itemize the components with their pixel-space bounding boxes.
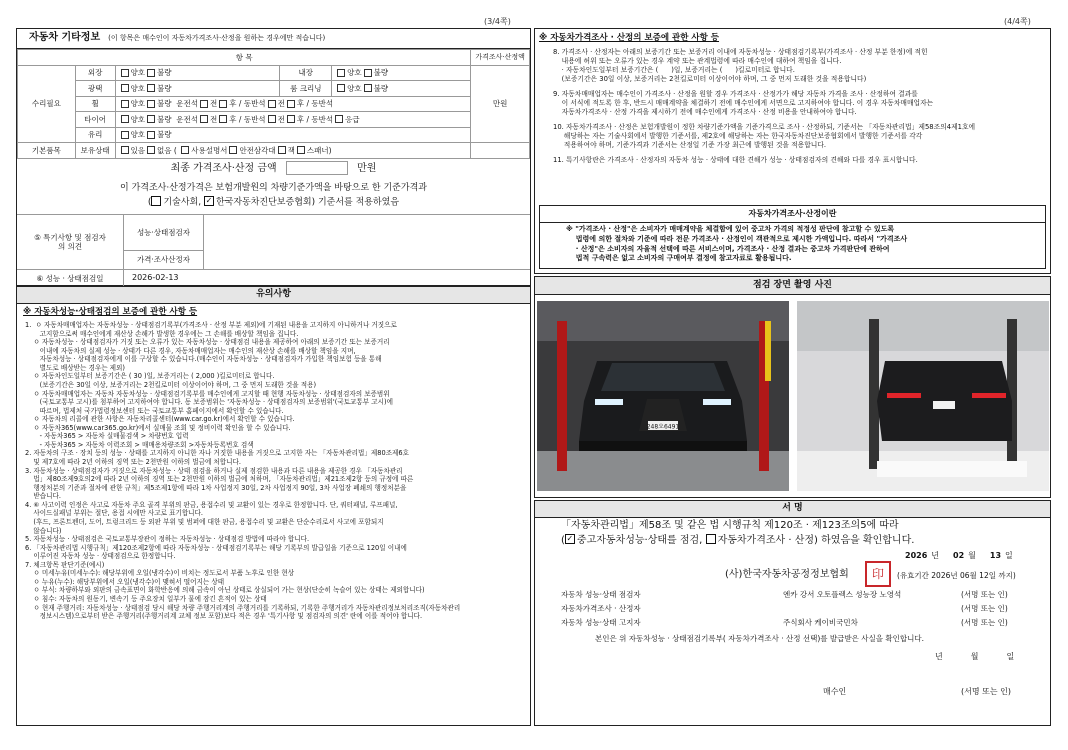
price-guarantee-line: 해당하는 자는 기술사회에서 발행한 기준서를, 제2호에 해당하는 자는 한국자동차진단보증협회에서 발행한 기준서를 각각 [553, 132, 923, 141]
etc-title-note: (이 항목은 매수인이 자동차가격조사·산정을 원하는 경우에만 적습니다) [108, 34, 326, 43]
notice-line: 따르며, 법제처 국가법령정보센터 또는 국토교통부 홈페이지에서 확인할 수 있습니다. [25, 406, 284, 415]
notice-section-title: ※ 자동차성능·상태점검의 보증에 관한 사항 등 [23, 307, 198, 317]
label-bad: 불량 [373, 68, 389, 77]
signer-signature[interactable]: (서명 또는 인) [961, 604, 1008, 613]
notice-line: (국토교통부 고시)를 첨부하여 고지하여야 합니다. 동 보증범위는 '자동차성능 · 상태점검자의 보증범위'(국토교통부 고시)에 [25, 398, 393, 407]
condition-table: 항 목 가격조사·산정액 수리필요 외장 양호 불량 내장 양호 불량 만원 광택 양호 불량 룸 크리닝 양호 불량 휠 양호 불량 운전석 전 후 / 동반석 전 후 / 동반석 타이어 양호 불량 운전석 전 후 / 동반석 전 후 / 동반석 응급 유리 양호 불량 기본품목 보유상태 있음 없음 ( 사용설명서 안전삼각대 잭 스패너) [17, 49, 530, 159]
plate-text: 248오6491 [646, 423, 680, 431]
price-section-title: ※ 자동차가격조사 · 산정의 보증에 관한 사항 등 [539, 33, 720, 43]
year-unit: 년 [931, 551, 939, 560]
label-triangle: 안전삼각대 [239, 145, 276, 155]
checkbox-wheel-bad[interactable] [147, 100, 155, 108]
notice-line: 행정처분의 기준과 절차에 관한 규칙」제5조제1항에 따라 1차 사업정지 30일, 2차 사업정지 90일, 3차 사업장 폐쇄의 행정처분을 [25, 483, 407, 492]
basis-tail: ) 기준서를 적용하였음 [311, 197, 400, 208]
blank-year: 년 [935, 652, 943, 661]
row-exterior: 외장 [75, 65, 115, 81]
signer-label: 자동차 성능·상태 점검자 [561, 590, 641, 599]
notice-line: 자동차성능 · 상태점검자에게 이를 구상할 수 있습니다.(매수인이 자동차성능 · 상태점검자가 가입한 책임보험 등을 통해 [25, 355, 382, 364]
rear-photo [797, 301, 1049, 491]
validity: (유효기간 2026년 06월 12일 까지) [897, 571, 1016, 580]
label-ok: 양호 [130, 68, 145, 77]
price-guarantee-line: 11. 특기사항란은 가격조사 · 산정자의 자동차 성능 · 상태에 대한 견해가 성능 · 상태점검자의 견해와 다를 경우 표시합니다. [553, 156, 918, 165]
checkbox-tire-pass-rear[interactable] [287, 115, 295, 123]
front-car-image [537, 301, 789, 491]
row-tire: 타이어 [75, 112, 115, 128]
notice-line: (후드, 프론트펜더, 도어, 트렁크리드 등 외판 부위 및 범퍼에 대한 판금, 용접수리 및 교환은 단순수리로서 사고에 포함되지 [25, 517, 384, 526]
checkbox-wheel-ok[interactable] [121, 100, 129, 108]
signer-label: 자동차가격조사 · 산정자 [561, 604, 641, 613]
price-guarantee-line: 적용하여야 하며, 기준가격과 기준서는 산정일 기준 가장 최근에 발행된 것을 적용합니다. [553, 141, 827, 150]
notice-line: 6. 「자동차관리법 시행규칙」제120조제2항에 따라 자동차성능 · 상태점검기록부는 해당 기록부의 발급일을 기준으로 120일 이내에 [25, 543, 407, 552]
photo-panel [534, 276, 1051, 498]
definition-box [539, 205, 1046, 269]
org-name: (사)한국자동차공정정보협회 [725, 569, 849, 580]
notice-line: ㅇ 미세누유(미세누수): 해당부위에 오일(냉각수)이 비치는 정도로서 부품 노후로 인한 현상 [25, 569, 295, 578]
checkbox-exterior-ok[interactable] [121, 69, 129, 77]
label-front: 전 [210, 99, 218, 108]
notice-line: 7. 체크항목 판단기준(예시) [25, 560, 105, 569]
checkbox-tire-pass-front[interactable] [268, 115, 276, 123]
basis-options: ( 기술사회, ✓ 한국자동차진단보증협회) 기준서를 적용하였음 [147, 196, 400, 208]
group-basic: 기본품목 [18, 143, 76, 159]
row-interior: 내장 [280, 65, 332, 81]
definition-line: 법령에 의한 절차와 기준에 따라 전문 가격조사 · 산정인이 객관적으로 제시한 가액입니다. 따라서 "가격조사 [566, 234, 908, 243]
label-bad: 불량 [157, 83, 172, 93]
notice-line: ㅇ 침수: 자동차의 원동기, 변속기 등 주요장치 일부가 물에 잠긴 흔적이 있는 상태 [25, 595, 267, 603]
definition-line: · 산정"은 소비자의 자율적 선택에 따른 서비스이며, 가격조사 · 산정 결과는 중고차 가격판단에 관하여 [566, 244, 890, 253]
label-rear: 후 / 동반석 [229, 99, 266, 108]
basis-line: 이 가격조사·산정가격은 보험개발원의 차량기준가액을 바탕으로 한 기준가격과 [120, 183, 427, 193]
checkbox-wheel-driver-rear[interactable] [219, 100, 227, 108]
label-none: 없음 [157, 145, 172, 155]
checkbox-spanner[interactable] [297, 146, 305, 154]
notice-line: ㅇ 자동차매매업자는 자동차 자동차성능 · 상태점검기록부를 매수인에게 고지할 때 현행 자동차성능 · 상태점검자의 보증범위 [25, 389, 390, 398]
receipt-line: 본인은 위 자동차성능 · 상태점검기록부( 자동차가격조사 · 산정 선택)를 발급받은 사실을 확인합니다. [595, 634, 925, 643]
day-unit: 일 [1005, 551, 1013, 560]
etc-info-panel [16, 28, 531, 286]
label-bad: 불량 [373, 83, 389, 93]
price-guarantee-line: 이 서식에 적도록 한 후, 반드시 매매계약을 체결하기 전에 매수인에게 서면으로 고지하여야 합니다. 이 경우 자동차매매업자는 [553, 99, 934, 108]
checkbox-jack[interactable] [278, 146, 286, 154]
price-guarantee-line: 9. 자동차매매업자는 매수인이 가격조사 · 산정을 원할 경우 가격조사 · 산정가가 해당 자동차 가격을 조사 · 산정하여 결과를 [553, 90, 918, 99]
law-line: 「자동차관리법」제58조 및 같은 법 시행규칙 제120조 · 제123조의5에 따라 [561, 520, 899, 531]
checkbox-glass-ok[interactable] [121, 131, 129, 139]
checkbox-tire-driver-rear[interactable] [219, 115, 227, 123]
notice-line: ㅇ 자동차의 리콜에 관한 사항은 자동차리콜센터(www.car.go.kr)에서 확인할 수 있습니다. [25, 415, 295, 424]
definition-line: 법적 구속력은 없고 소비자의 구매여부 결정에 참고자료로 활용됩니다. [566, 254, 792, 263]
checkbox-wheel-driver-front[interactable] [200, 100, 208, 108]
label-performance-check: 중고자동차성능·상태를 점검, [576, 535, 703, 546]
final-price-row [17, 161, 530, 176]
page-number-left: (3/4쪽) [484, 17, 511, 26]
notice-line: (보증기간은 30일 이상, 보증거리는 2천킬로미터 이상이어야 하며, 그 중 먼저 도래한 것을 적용) [25, 380, 317, 389]
checkbox-manual[interactable] [181, 146, 189, 154]
checkbox-performance-check[interactable]: ✓ [566, 534, 574, 543]
definition-line: ※ "가격조사 · 산정"은 소비자가 매매계약을 체결함에 있어 중고차 가격의 적정성 판단에 참고할 수 있도록 [566, 225, 895, 233]
date-label: ⑥ 성능 · 상태점검일 [17, 270, 124, 288]
notice-line: 별도로 배상받는 경우는 제외) [25, 363, 125, 372]
price-guarantee-line: 내용에 허위 또는 오류가 있는 경우 계약 또는 관계법령에 따라 매수인에 대하여 책임을 집니다. [553, 57, 842, 66]
signer-label: 자동차 성능·상태 고지자 [561, 618, 641, 627]
blank-month: 월 [970, 652, 979, 661]
price-guarantee-list [553, 48, 1042, 165]
price-guarantee-panel [534, 28, 1051, 274]
signer-signature[interactable]: (서명 또는 인) [961, 618, 1008, 627]
checkbox-glass-bad[interactable] [147, 131, 155, 139]
notice-line: 및 제7호에 따라 2년 이하의 징역 또는 2천만원 이하의 벌금에 처합니다. [25, 458, 242, 466]
blank-date [935, 652, 1014, 662]
notice-list [25, 321, 522, 621]
issue-date [905, 551, 1013, 561]
label-rear: 후 / 동반석 [229, 114, 266, 124]
notice-line: ㅇ 자동차성능 · 상태점검자가 거짓 또는 오류가 있는 자동차성능 · 상태점검 내용을 제공하여 아래의 보증기간 또는 보증거리 [25, 338, 390, 347]
label-jack: 잭 [287, 145, 295, 155]
label-front: 전 [277, 114, 285, 124]
signature-header: 서 명 [535, 501, 1050, 518]
label-have: 있음 [130, 145, 145, 155]
checkbox-tire-spare[interactable] [335, 115, 343, 123]
date-value: 2026-02-13 [132, 273, 179, 282]
checkbox-triangle[interactable] [229, 146, 237, 154]
notice-line: 받습니다. [25, 492, 61, 501]
checkbox-wheel-pass-rear[interactable] [287, 100, 295, 108]
signer-signature[interactable]: (서명 또는 인) [961, 590, 1008, 599]
notice-line: 정보시스템)으로부터 받은 주행거리(주행거리계 교체 정보 포함)보다 적은 경우 '특기사항 및 점검자의 의견' 란에 이를 적어야 합니다. [25, 612, 423, 621]
label-front: 전 [210, 114, 218, 124]
row-wheel: 휠 [75, 96, 115, 112]
notice-line: ㅇ 현재 주행거리: 자동차성능 · 상태점검 당시 해당 차량 주행거리계의 주행거리를 기록하되, 기록한 주행거리가 자동차관리정보처리조직(자동차관리 [25, 603, 461, 612]
label-bad: 불량 [157, 99, 172, 108]
notice-line: ㅇ 부식: 차량하부와 외판의 금속표면이 화학반응에 의해 금속이 아닌 상태로 상실되어 가는 현상(단순히 녹슬어 있는 상태는 제외합니다) [25, 586, 425, 595]
label-bad: 불량 [157, 114, 172, 124]
col-price: 가격조사·산정액 [471, 50, 530, 66]
checkbox-exterior-bad[interactable] [147, 69, 155, 77]
group-repair: 수리필요 [18, 65, 76, 143]
blank-day: 일 [1006, 652, 1015, 661]
notice-header: 유의사항 [17, 287, 530, 304]
definition-text [566, 225, 1041, 264]
checkbox-cleaning-bad[interactable] [364, 84, 372, 92]
notice-line: 이루어진 자동차 성능 · 상태점검으로 한정합니다. [25, 552, 176, 561]
org-seal: 印 [865, 561, 891, 587]
check-line: ( ✓ 중고자동차성능·상태를 점검, 자동차가격조사 · 산정) 하였음을 확인합니다. [561, 534, 915, 546]
notice-line: 고지함으로써 매수인에게 재산상 손해가 발생한 경우에는 그 손해를 배상할 책임을 집니다. [25, 329, 299, 338]
signer-name: 주식회사 케이비국민차 [783, 618, 858, 627]
label-bad: 불량 [157, 68, 172, 77]
label-front: 전 [277, 99, 285, 108]
etc-title: 자동차 기타정보 [29, 32, 101, 44]
inspector-label: 성능·상태점검자 [124, 215, 204, 251]
label-manual: 사용설명서 [191, 145, 228, 155]
row-polish: 광택 [75, 81, 115, 97]
label-ok: 양호 [347, 68, 362, 77]
opinion-label: ⑤ 특기사항 및 점검자의 의견 [17, 215, 124, 269]
notice-line: 법」제80조제9호의2에 따라 2년 이하의 징역 또는 2천만원 이하의 벌금에 처하며, 「자동차관리법」제21조제2항 등의 규정에 따른 [25, 475, 414, 484]
price-guarantee-line: 8. 가격조사 · 산정자는 아래의 보증기간 또는 보증거리 이내에 자동차성능 · 상태점검기록부(가격조사 · 산정 부분 한정)에 적힌 [553, 48, 928, 56]
checkbox-polish-bad[interactable] [147, 84, 155, 92]
price-guarantee-line: · 자동차인도일부터 보증기간은 ( )일, 보증거리는 ( )킬로미터로 합니다. [553, 66, 795, 75]
checkbox-price-check[interactable] [706, 534, 716, 544]
notice-line: - 자동차365 > 자동차 이력조회 > 매매용차량조회 >자동차등록번호 검색 [25, 440, 254, 449]
rear-car-image [797, 301, 1049, 491]
checkbox-basic-have[interactable] [121, 146, 129, 154]
label-ok: 양호 [130, 83, 145, 93]
signature-panel [534, 500, 1051, 726]
notice-line: ㅇ 자동차365(www.car365.go.kr)에서 실매물 조회 및 정비이력 확인을 할 수 있습니다. [25, 423, 291, 432]
notice-line: 이내에 자동차의 실제 성능 · 상태가 다른 경우, 자동차매매업자는 매수인의 재산상 손해를 배상할 책임을 지며, [25, 346, 356, 355]
front-photo [537, 301, 789, 491]
label-tech-society: 기술사회, [163, 197, 202, 208]
row-glass: 유리 [75, 127, 115, 143]
label-ok: 양호 [130, 130, 145, 139]
notice-line: 4. ⑥ 사고이력 인정은 사고로 자동차 주요 골격 부위의 판금, 용접수리 및 교환이 있는 경우로 한정합니다. 단, 쿼터패널, 루프패널, [25, 500, 398, 509]
label-price-check: 자동차가격조사 · 산정) 하였음을 확인합니다. [717, 535, 915, 546]
final-price-input[interactable] [286, 161, 348, 175]
opinion-block [17, 214, 530, 287]
checkbox-tech-society[interactable] [151, 196, 161, 206]
row-room-cleaning: 룸 크리닝 [280, 81, 332, 97]
checkbox-tire-bad[interactable] [147, 115, 155, 123]
notice-line: 3. 자동차성능 · 상태점검자가 거짓으로 자동차성능 · 상태 점검을 하거나 실제 점검한 내용과 다른 내용을 제공한 경우 「자동차관리 [25, 466, 403, 475]
etc-title-row [17, 29, 530, 49]
checkbox-interior-ok[interactable] [337, 69, 345, 77]
label-kadia: 한국자동차진단보증협회 [215, 197, 312, 208]
notice-panel [16, 286, 531, 726]
notice-line: 사이드실패널 부위는 절단, 용접 시에만 사고로 표기합니다. [25, 509, 204, 518]
label-ok: 양호 [130, 99, 145, 108]
notice-line: ㅇ 누유(누수): 해당부위에서 오일(냉각수)이 맺혀서 떨어지는 상태 [25, 577, 225, 586]
label-driver: 운전석 [176, 114, 199, 124]
checkbox-wheel-pass-front[interactable] [268, 100, 276, 108]
photo-header: 점검 장면 촬영 사진 [535, 277, 1050, 295]
price-unit: 만원 [471, 65, 530, 143]
checkbox-cleaning-ok[interactable] [337, 84, 345, 92]
month-value: 02 [953, 551, 965, 560]
notice-line: 2. 자동차의 구조 · 장치 등의 성능 · 상태를 고지하지 아니한 자나 거짓한 내용을 거짓으로 고지한 자는 「자동차관리법」제80조제6호 [25, 449, 409, 458]
page-number-right: (4/4쪽) [1004, 17, 1031, 26]
month-unit: 월 [968, 551, 976, 560]
col-item: 항 목 [18, 50, 471, 66]
price-guarantee-line: (보증기간은 30일 이상, 보증거리는 2천킬로미터 이상이어야 하며, 그 중 먼저 도래한 것을 적용합니다) [553, 75, 867, 84]
label-rear: 후 / 동반석 [296, 99, 334, 108]
buyer-label: 매수인 [823, 687, 847, 696]
year-value: 2026 [905, 551, 928, 560]
checkbox-polish-ok[interactable] [121, 84, 129, 92]
buyer-signature[interactable]: (서명 또는 인) [961, 687, 1011, 696]
label-rear: 후 / 동반석 [296, 114, 334, 124]
checkbox-kadia[interactable]: ✓ [205, 196, 213, 205]
checkbox-tire-driver-front[interactable] [200, 115, 208, 123]
label-ok: 양호 [347, 83, 362, 93]
label-driver: 운전석 [176, 99, 199, 108]
checkbox-tire-ok[interactable] [121, 115, 129, 123]
label-spanner: 스패너 [306, 145, 329, 155]
day-value: 13 [989, 551, 1002, 560]
checkbox-interior-bad[interactable] [364, 69, 372, 77]
label-spare: 응급 [345, 114, 360, 124]
row-basic-status: 보유상태 [75, 143, 115, 159]
label-ok: 양호 [130, 114, 145, 124]
label-bad: 불량 [157, 130, 172, 139]
notice-line: ㅇ 자동차인도일부터 보증기간은 ( 30 )일, 보증거리는 ( 2,000 )킬로미터로 합니다. [25, 372, 275, 381]
final-price-unit: 만원 [357, 163, 377, 174]
notice-line: 않습니다) [25, 526, 62, 535]
price-guarantee-line: 10. 자동차가격조사 · 산정은 보험개발원이 정한 차량기준가액을 기준가격으로 조사 · 산정하되, 기준서는 「자동차관리법」제58조의4제1호에 [553, 123, 976, 132]
notice-line: 1. ㅇ 자동차매매업자는 자동차성능 · 상태점검기록부(가격조사 · 산정 부분 제외)에 기재된 내용을 고지하지 아니하거나 거짓으로 [25, 321, 397, 329]
price-guarantee-line: 자동차가격조사 · 산정 가격을 제시하기 전에 매수인에게 가격조사 · 산정 비용을 안내하여야 합니다. [553, 108, 857, 117]
notice-line: - 자동차365 > 자동차 실매물검색 > 차량번호 입력 [25, 432, 189, 441]
signer-name: 엔카 강서 오토플렉스 성능장 노영석 [783, 590, 902, 599]
definition-title: 자동차가격조사·산정이란 [748, 209, 837, 218]
final-price-label: 최종 가격조사·산정 금액 [170, 163, 277, 174]
appraiser-label: 가격·조사산정자 [124, 251, 204, 269]
notice-line: 5. 자동차성능 · 상태점검은 국토교통부장관이 정하는 자동차성능 · 상태점검 방법에 따라야 합니다. [25, 535, 310, 544]
checkbox-basic-none[interactable] [147, 146, 155, 154]
